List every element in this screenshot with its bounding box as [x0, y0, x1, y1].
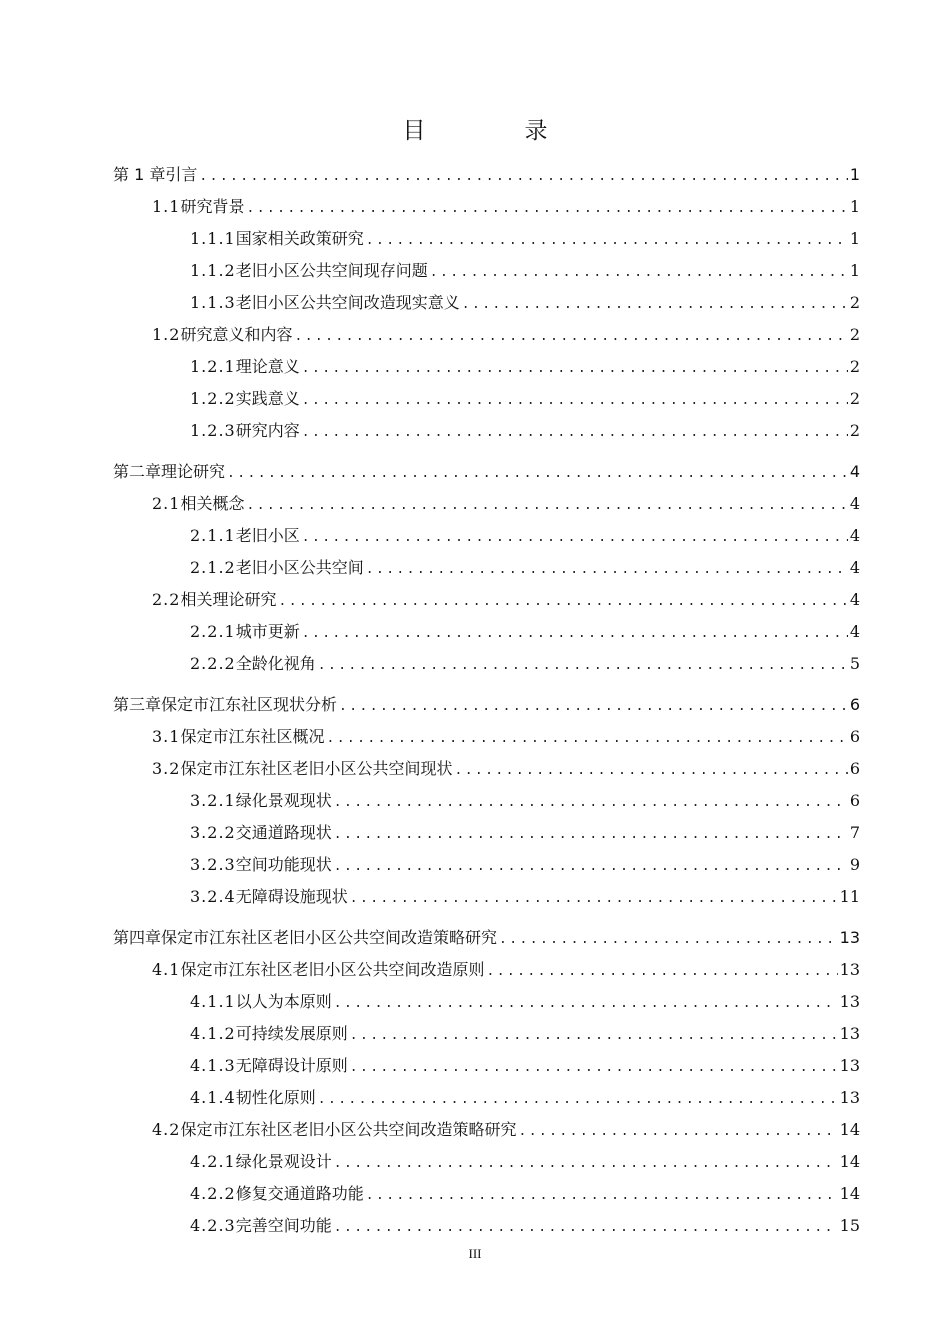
dot-leader	[454, 762, 847, 779]
toc-entry[interactable]	[190, 1206, 860, 1236]
toc-entry-page: 1	[849, 261, 860, 280]
toc-entry-page: 4	[849, 462, 860, 481]
toc-entry-title: 老旧小区公共空间	[235, 558, 364, 577]
toc-entry-number: 4.2.1	[190, 1152, 236, 1171]
toc-entry-number: 4.1.1	[190, 992, 236, 1011]
toc-entry-title: 完善空间功能	[235, 1216, 332, 1235]
toc-entry-number: 1.2.2	[190, 389, 236, 408]
toc-entry-number: 2.2	[152, 590, 181, 609]
toc-entry[interactable]	[113, 155, 860, 185]
toc-entry-number: 2.2.1	[190, 622, 236, 641]
toc-entry-title: 老旧小区公共空间现存问题	[235, 261, 428, 280]
dot-leader	[302, 625, 848, 642]
toc-entry-number: 第二章	[113, 462, 162, 481]
dot-leader	[326, 730, 847, 747]
dot-leader	[294, 328, 847, 345]
toc-entry-title: 理论意义	[235, 357, 300, 376]
toc-entry[interactable]	[190, 1046, 860, 1076]
toc-entry[interactable]	[190, 813, 860, 843]
toc-entry-title: 保定市江东社区老旧小区公共空间改造策略研究	[161, 928, 498, 947]
toc-entry-page: 14	[839, 1152, 860, 1171]
toc-entry-title: 绿化景观现状	[235, 791, 332, 810]
toc-entry-title: 可持续发展原则	[235, 1024, 348, 1043]
toc-entry[interactable]	[152, 749, 860, 779]
toc-entry-title: 保定市江东社区现状分析	[161, 695, 338, 714]
dot-leader	[199, 168, 847, 185]
dot-leader	[318, 1091, 838, 1108]
toc-entry-page: 2	[849, 357, 860, 376]
toc-entry-number: 1.1	[152, 197, 181, 216]
toc-entry-page: 15	[839, 1216, 860, 1235]
toc-entry[interactable]	[152, 950, 860, 980]
toc-entry-page: 5	[849, 654, 860, 673]
toc-entry-page: 1	[849, 197, 860, 216]
toc-entry-number: 1.1.3	[190, 293, 236, 312]
toc-entry-title: 无障碍设施现状	[235, 887, 348, 906]
toc-entry-page: 1	[849, 165, 860, 184]
toc-entry-number: 第三章	[113, 695, 162, 714]
toc-entry-number: 4.1	[152, 960, 181, 979]
toc-entry-title: 以人为本原则	[235, 992, 332, 1011]
toc-entry[interactable]	[190, 1174, 860, 1204]
toc-entry-title: 韧性化原则	[235, 1088, 316, 1107]
toc-entry-page: 13	[839, 960, 860, 979]
toc-entry-page: 6	[849, 695, 860, 714]
page-number-footer: III	[468, 1246, 482, 1261]
toc-entry-number: 1.2.1	[190, 357, 236, 376]
toc-entry-title: 空间功能现状	[235, 855, 332, 874]
toc-entry-page: 9	[849, 855, 860, 874]
toc-entry-title: 引言	[165, 165, 198, 184]
toc-entry-page: 13	[839, 992, 860, 1011]
toc-entry-title: 实践意义	[235, 389, 300, 408]
toc-entry-page: 6	[849, 759, 860, 778]
toc-entry[interactable]	[190, 781, 860, 811]
toc-entry-page: 14	[839, 1120, 860, 1139]
toc-title: 目 录	[402, 118, 586, 144]
toc-entry-page: 4	[849, 590, 860, 609]
dot-leader	[518, 1123, 837, 1140]
toc-entry-page: 2	[849, 389, 860, 408]
toc-entry-title: 研究意义和内容	[180, 325, 293, 344]
dot-leader	[334, 1219, 838, 1236]
toc-entry-number: 3.2.3	[190, 855, 236, 874]
toc-entry-number: 1.2.3	[190, 421, 236, 440]
dot-leader	[486, 963, 837, 980]
dot-leader	[227, 465, 848, 482]
toc-entry-page: 2	[849, 421, 860, 440]
dot-leader	[499, 931, 838, 948]
toc-entry-number: 1.1.1	[190, 229, 236, 248]
dot-leader	[334, 826, 848, 843]
toc-entry-page: 13	[839, 928, 860, 947]
toc-entry-number: 4.1.3	[190, 1056, 236, 1075]
dot-leader	[366, 1187, 838, 1204]
dot-leader	[350, 890, 838, 907]
toc-entry-title: 绿化景观设计	[235, 1152, 332, 1171]
toc-entry-page: 7	[849, 823, 860, 842]
dot-leader	[318, 657, 848, 674]
toc-entry[interactable]	[152, 484, 860, 514]
toc-entry-page: 13	[839, 1088, 860, 1107]
dot-leader	[430, 264, 848, 281]
toc-entry-title: 国家相关政策研究	[235, 229, 364, 248]
dot-leader	[334, 995, 838, 1012]
toc-entry-page: 4	[849, 494, 860, 513]
toc-entry[interactable]	[190, 251, 860, 281]
toc-entry[interactable]	[190, 877, 860, 907]
toc-entry[interactable]	[152, 1110, 860, 1140]
toc-entry-number: 2.1	[152, 494, 181, 513]
toc-entry-title: 老旧小区	[235, 526, 300, 545]
toc-entry-title: 保定市江东社区老旧小区公共空间现状	[180, 759, 453, 778]
toc-entry-title: 全龄化视角	[235, 654, 316, 673]
toc-entry-number: 3.2	[152, 759, 181, 778]
toc-entry-title: 保定市江东社区老旧小区公共空间改造原则	[180, 960, 485, 979]
toc-entry[interactable]	[113, 685, 860, 715]
dot-leader	[246, 497, 847, 514]
toc-entry-page: 4	[849, 526, 860, 545]
toc-entry[interactable]	[152, 717, 860, 747]
toc-entry[interactable]	[152, 315, 860, 345]
dot-leader	[339, 698, 848, 715]
toc-entry[interactable]	[190, 1142, 860, 1172]
dot-leader	[366, 561, 848, 578]
toc-entry[interactable]	[190, 1014, 860, 1044]
toc-entry-page: 2	[849, 325, 860, 344]
toc-entry-page: 4	[849, 622, 860, 641]
toc-entry[interactable]	[113, 452, 860, 482]
toc-entry[interactable]	[152, 187, 860, 217]
toc-entry[interactable]	[190, 379, 860, 409]
dot-leader	[302, 424, 848, 441]
toc-entry-page: 1	[849, 229, 860, 248]
toc-entry-number: 3.1	[152, 727, 181, 746]
toc-entry-page: 4	[849, 558, 860, 577]
toc-entry-number: 2.2.2	[190, 654, 236, 673]
toc-entry-page: 11	[839, 887, 860, 906]
dot-leader	[462, 296, 848, 313]
toc-entry-number: 4.1.4	[190, 1088, 236, 1107]
dot-leader	[278, 593, 847, 610]
toc-entry-number: 3.2.1	[190, 791, 236, 810]
dot-leader	[366, 232, 848, 249]
toc-entry[interactable]	[113, 918, 860, 948]
toc-entry[interactable]	[152, 580, 860, 610]
toc-entry-title: 研究内容	[235, 421, 300, 440]
toc-entry[interactable]	[190, 548, 860, 578]
toc-entry-page: 13	[839, 1056, 860, 1075]
toc-entry-number: 第 1 章	[113, 165, 166, 184]
toc-entry[interactable]	[190, 219, 860, 249]
toc-entry-title: 保定市江东社区概况	[180, 727, 325, 746]
toc-entry-number: 3.2.2	[190, 823, 236, 842]
dot-leader	[302, 392, 848, 409]
toc-entry-number: 2.1.2	[190, 558, 236, 577]
dot-leader	[334, 858, 848, 875]
dot-leader	[246, 200, 847, 217]
toc-entry-number: 1.1.2	[190, 261, 236, 280]
toc-entry[interactable]	[190, 347, 860, 377]
toc-entry-page: 14	[839, 1184, 860, 1203]
toc-entry[interactable]	[190, 283, 860, 313]
dot-leader	[350, 1027, 838, 1044]
dot-leader	[302, 360, 848, 377]
toc-entry[interactable]	[190, 411, 860, 441]
toc-entry-page: 13	[839, 1024, 860, 1043]
toc-entry-title: 无障碍设计原则	[235, 1056, 348, 1075]
toc-entry-page: 6	[849, 791, 860, 810]
toc-entry-title: 相关理论研究	[180, 590, 277, 609]
toc-entry-number: 第四章	[113, 928, 162, 947]
toc-entry[interactable]	[190, 845, 860, 875]
toc-entry[interactable]	[190, 644, 860, 674]
toc-entry-title: 修复交通道路功能	[235, 1184, 364, 1203]
toc-entry[interactable]	[190, 1078, 860, 1108]
toc-entry-title: 城市更新	[235, 622, 300, 641]
toc-entry-page: 6	[849, 727, 860, 746]
dot-leader	[350, 1059, 838, 1076]
toc-entry-page: 2	[849, 293, 860, 312]
toc-entry-title: 交通道路现状	[235, 823, 332, 842]
toc-entry[interactable]	[190, 612, 860, 642]
dot-leader	[302, 529, 848, 546]
toc-entry-number: 1.2	[152, 325, 181, 344]
toc-entry-title: 保定市江东社区老旧小区公共空间改造策略研究	[180, 1120, 517, 1139]
toc-entry-number: 4.2.2	[190, 1184, 236, 1203]
toc-entry-title: 理论研究	[161, 462, 226, 481]
toc-entry-number: 4.1.2	[190, 1024, 236, 1043]
toc-entry-number: 4.2.3	[190, 1216, 236, 1235]
toc-entry-title: 研究背景	[180, 197, 245, 216]
dot-leader	[334, 1155, 838, 1172]
dot-leader	[334, 794, 848, 811]
toc-entry[interactable]	[190, 982, 860, 1012]
toc-entry-title: 相关概念	[180, 494, 245, 513]
toc-entry-number: 2.1.1	[190, 526, 236, 545]
toc-entry[interactable]	[190, 516, 860, 546]
toc-entry-number: 3.2.4	[190, 887, 236, 906]
toc-entry-number: 4.2	[152, 1120, 181, 1139]
toc-entry-title: 老旧小区公共空间改造现实意义	[235, 293, 460, 312]
